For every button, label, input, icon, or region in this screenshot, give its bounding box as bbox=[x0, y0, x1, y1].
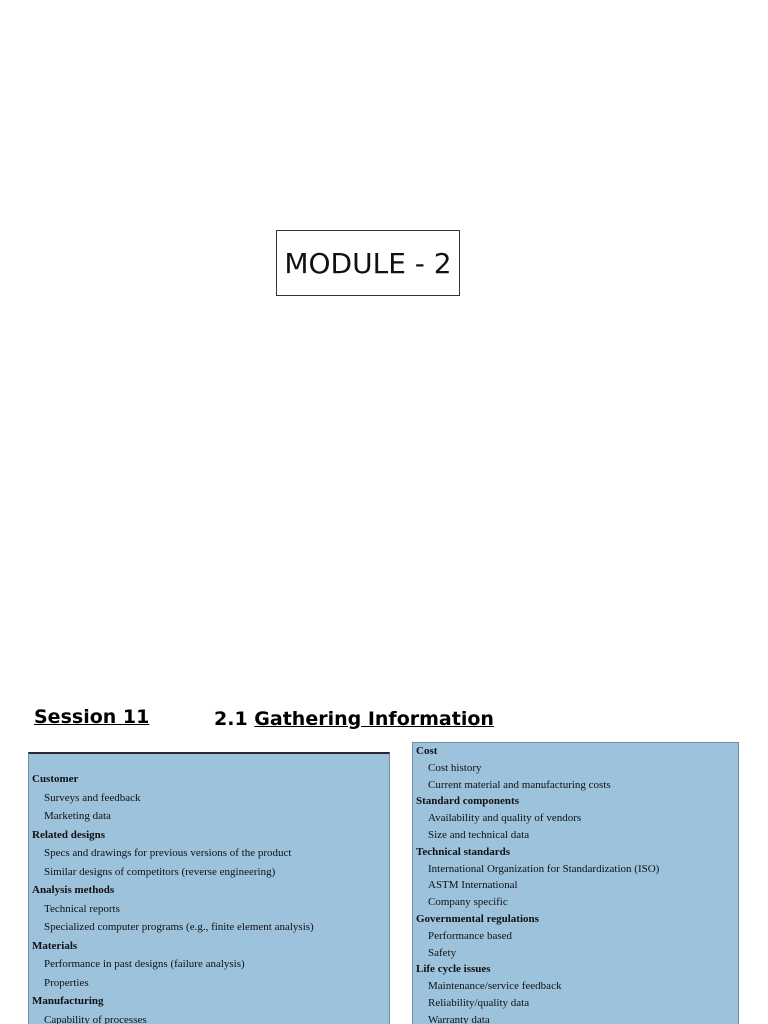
category-heading: Standard components bbox=[416, 795, 519, 808]
category-heading: Governmental regulations bbox=[416, 912, 539, 925]
list-item: Properties bbox=[44, 976, 89, 989]
information-sources-table-left bbox=[28, 752, 390, 1024]
list-item: Size and technical data bbox=[428, 828, 530, 841]
section-title: Gathering Information bbox=[254, 708, 494, 730]
list-item: Performance in past designs (failure analysis) bbox=[44, 958, 245, 970]
category-heading: Technical standards bbox=[416, 845, 511, 858]
list-item: Cost history bbox=[428, 761, 482, 774]
session-label: Session 11 bbox=[34, 706, 150, 728]
information-sources-table-right bbox=[412, 742, 739, 1024]
list-item: Capability of processes bbox=[44, 1013, 147, 1024]
left-table-rows bbox=[29, 770, 389, 1024]
list-item: Surveys and feedback bbox=[44, 791, 141, 804]
list-item: Technical reports bbox=[44, 902, 120, 915]
module-title: MODULE - 2 bbox=[284, 246, 452, 280]
category-heading: Materials bbox=[32, 939, 78, 952]
section-heading bbox=[214, 708, 494, 730]
section-number: 2.1 bbox=[214, 708, 248, 730]
list-item: International Organization for Standardization (ISO) bbox=[428, 862, 660, 875]
list-item: Specialized computer programs (e.g., finite element analysis) bbox=[44, 921, 314, 933]
list-item: Marketing data bbox=[44, 810, 111, 822]
list-item: Specs and drawings for previous versions of the product bbox=[44, 847, 292, 859]
list-item: Company specific bbox=[428, 896, 508, 909]
list-item: ASTM International bbox=[428, 879, 518, 892]
list-item: Maintenance/service feedback bbox=[428, 980, 562, 993]
list-item: Current material and manufacturing costs bbox=[428, 778, 611, 791]
category-heading: Customer bbox=[32, 773, 79, 785]
right-table-rows bbox=[413, 743, 738, 1024]
category-heading: Life cycle issues bbox=[416, 963, 491, 976]
module-title-box bbox=[276, 230, 460, 296]
category-heading: Analysis methods bbox=[32, 884, 115, 896]
list-item: Availability and quality of vendors bbox=[428, 812, 582, 825]
list-item: Reliability/quality data bbox=[428, 996, 530, 1009]
list-item: Similar designs of competitors (reverse engineering) bbox=[44, 865, 276, 878]
category-heading: Cost bbox=[416, 745, 438, 757]
category-heading: Manufacturing bbox=[32, 995, 104, 1007]
list-item: Performance based bbox=[428, 929, 512, 942]
list-item: Safety bbox=[428, 946, 457, 959]
list-item: Warranty data bbox=[428, 1013, 490, 1024]
category-heading: Related designs bbox=[32, 828, 106, 841]
